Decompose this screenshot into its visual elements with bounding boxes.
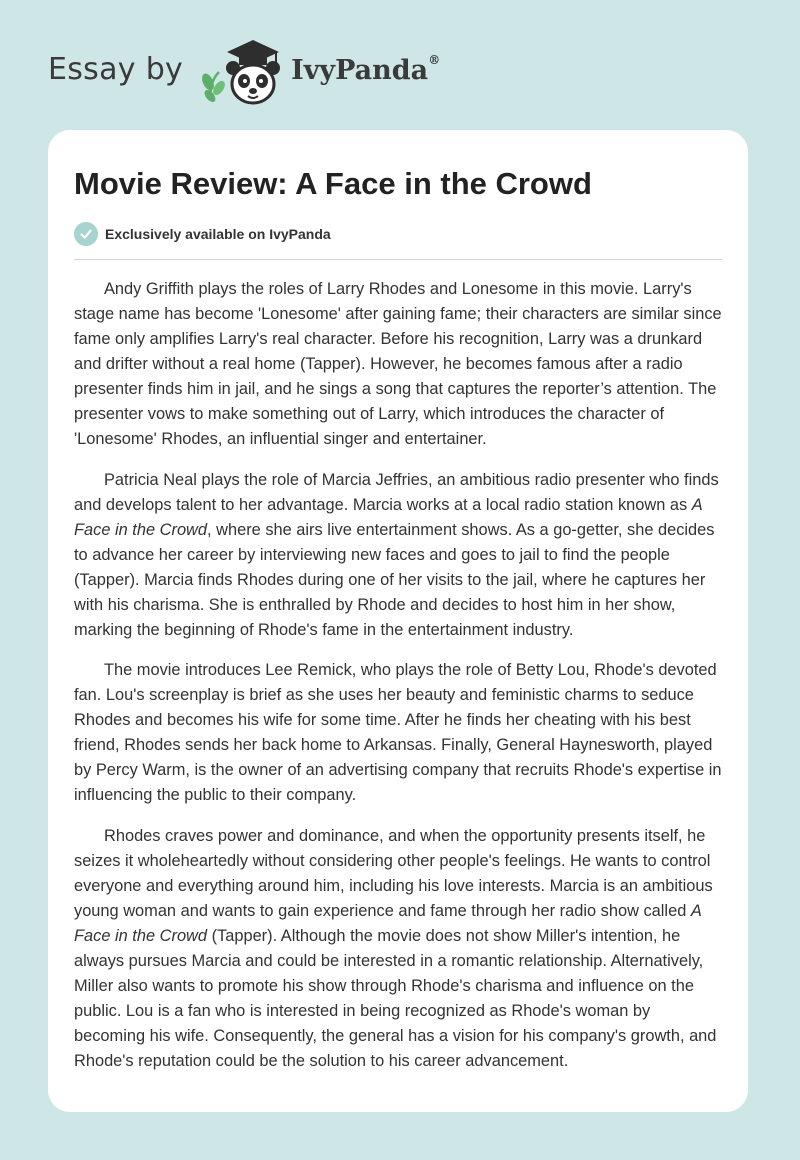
paragraph-3: The movie introduces Lee Remick, who plays the role of Betty Lou, Rhode's devoted fan. Lou's screenplay is brief as she uses her beauty and feministic charms to seduce Rhodes and becomes his wife for some time. After he finds her cheating with his best friend, Rhodes sends her back home to Arkansas. Finally, General Haynesworth, played by Percy Warm, is the owner of an advertising company that recruits Rhode's expertise in influencing the public to their company.: [74, 661, 722, 804]
registered-mark: ®: [428, 52, 441, 67]
check-icon: [74, 222, 98, 246]
essay-card: [48, 130, 748, 1112]
exclusive-badge: [74, 222, 722, 260]
panda-logo-icon[interactable]: [197, 38, 287, 108]
film-title-italic: A Face in the Crowd: [74, 901, 702, 945]
essay-body: [74, 277, 722, 1074]
brand-name[interactable]: IvyPanda®: [291, 52, 441, 86]
page-title: Movie Review: A Face in the Crowd: [74, 166, 592, 201]
essay-by-label: Essay by: [48, 51, 184, 87]
exclusive-badge-label: Exclusively available on IvyPanda: [105, 226, 331, 242]
paragraph-4: Rhodes craves power and dominance, and when the opportunity presents itself, he seizes it wholeheartedly without considering other people's feelings. He wants to control everyone and everything around him, including his love interests. Marcia is an ambitious young woman and wants to gain experience and fame through her radio show called A Face in the Crowd (Tapper). Although the movie does not show Miller's intention, he always pursues Marcia and could be interested in a romantic relationship. Alternatively, Miller also wants to promote his show through Rhode's charisma and influence on the public. Lou is a fan who is interested in being recognized as Rhode's woman by becoming his wife. Consequently, the general has a vision for his company's growth, and Rhode's reputation could be the solution to his career advancement.: [74, 826, 717, 1070]
film-title-italic: A Face in the Crowd: [74, 495, 703, 539]
paragraph-1: Andy Griffith plays the roles of Larry Rhodes and Lonesome in this movie. Larry's stage name has become 'Lonesome' after gaining fame; their characters are similar since fame only amplifies Larry's real character. Before his recognition, Larry was a drunkard and drifter without a real home (Tapper). However, he becomes famous after a radio presenter finds him in jail, and he sings a song that captures the reporter’s attention. The presenter vows to make something out of Larry, which introduces the character of 'Lonesome' Rhodes, an influential singer and entertainer.: [74, 280, 722, 448]
site-header: [48, 38, 440, 108]
paragraph-2: Patricia Neal plays the role of Marcia Jeffries, an ambitious radio presenter who finds and develops talent to her advantage. Marcia works at a local radio station known as A Face in the Crowd, where she airs live entertainment shows. As a go-getter, she decides to advance her career by interviewing new faces and goes to jail to find the people (Tapper). Marcia finds Rhodes during one of her visits to the jail, where he captures her with his charisma. She is enthralled by Rhode and decides to host him in her show, marking the beginning of Rhode's fame in the entertainment industry.: [74, 470, 719, 639]
